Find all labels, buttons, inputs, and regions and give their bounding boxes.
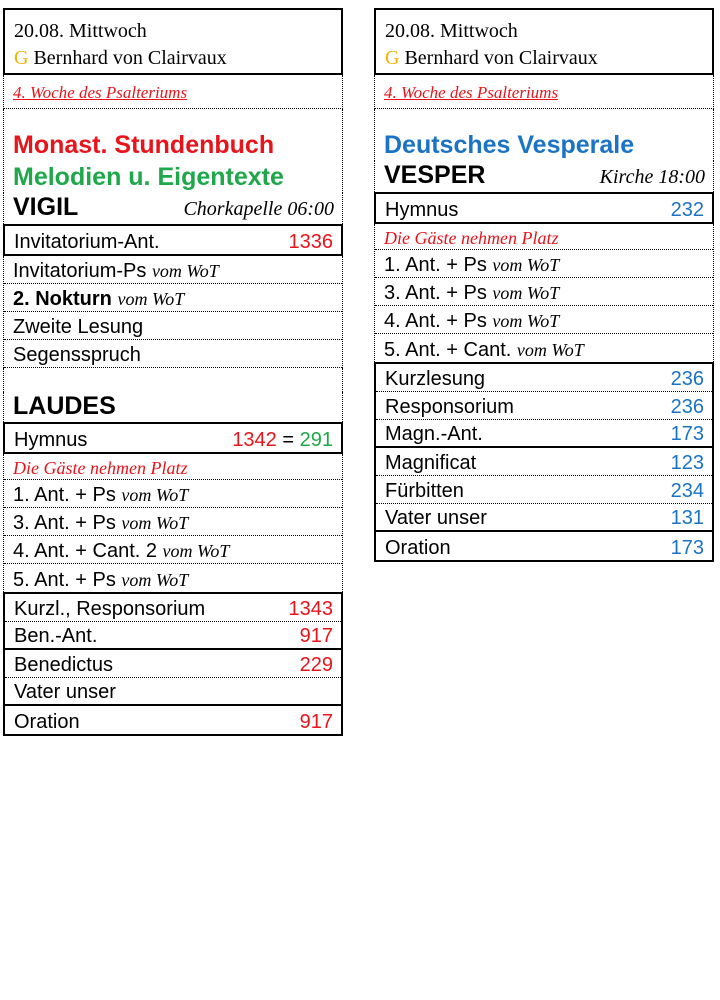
list-item: Oration 173 <box>385 537 704 559</box>
list-item: Hymnus 232 <box>385 199 704 221</box>
book-title: Monast. Stundenbuch <box>13 131 275 159</box>
list-item: Oration 917 <box>14 711 333 733</box>
list-item: Magnificat 123 <box>376 448 712 476</box>
hour-name: LAUDES <box>13 392 116 420</box>
list-item: Zweite Lesung <box>4 312 342 340</box>
vesper-rest-block <box>374 362 714 562</box>
list-item: 5. Ant. + Ps vom WoT <box>13 569 189 591</box>
list-item: 4. Ant. + Cant. 2 vom WoT <box>4 536 342 564</box>
saint-name: Bernhard von Clairvaux <box>404 47 598 69</box>
list-item: Magn.-Ant. 173 <box>376 420 712 448</box>
saint-name: Bernhard von Clairvaux <box>33 47 227 69</box>
psalter-week: 4. Woche des Psalteriums <box>3 75 343 109</box>
list-item: Invitatorium-Ant. 1336 <box>14 231 333 253</box>
laudes-rest-block <box>3 592 343 736</box>
list-item: Ben.-Ant. 917 <box>5 622 341 650</box>
list-item: Kurzlesung 236 <box>376 364 712 392</box>
day-header <box>3 8 343 75</box>
laudes-heading <box>3 392 343 422</box>
book-subtitle: Melodien u. Eigentexte <box>13 163 284 191</box>
hour-name: VESPER <box>384 161 486 189</box>
list-item: Fürbitten 234 <box>376 476 712 504</box>
book-titles <box>3 109 343 193</box>
date-label: 20.08. Mittwoch <box>385 20 518 42</box>
hour-place: Kirche 18:00 <box>599 166 705 188</box>
list-item: 4. Ant. + Ps vom WoT <box>375 306 713 334</box>
laudes-hymnus-block <box>3 422 343 454</box>
rank-letter: G <box>385 47 400 69</box>
book-title: Deutsches Vesperale <box>384 131 635 159</box>
list-item: Benedictus 229 <box>5 650 341 678</box>
list-item: 2. Nokturn vom WoT <box>4 284 342 312</box>
psalter-week: 4. Woche des Psalteriums <box>374 75 714 109</box>
rank-letter: G <box>14 47 29 69</box>
left-column <box>3 8 343 736</box>
list-item: Kurzl., Responsorium 1343 <box>5 594 341 622</box>
day-header <box>374 8 714 75</box>
vesper-hymnus-block <box>374 192 714 224</box>
list-item: Hymnus 1342 = 291 <box>14 429 333 451</box>
book-titles <box>374 109 714 161</box>
vigil-block-1 <box>3 224 343 256</box>
list-item: Vater unser 131 <box>376 504 712 532</box>
list-item: 5. Ant. + Cant. vom WoT <box>384 339 584 361</box>
list-item: 3. Ant. + Ps vom WoT <box>375 278 713 306</box>
note: Die Gäste nehmen Platz <box>375 224 713 250</box>
hour-name: VIGIL <box>13 193 79 221</box>
list-item: 3. Ant. + Ps vom WoT <box>4 508 342 536</box>
list-item: Responsorium 236 <box>376 392 712 420</box>
list-item: Invitatorium-Ps vom WoT <box>4 256 342 284</box>
vesper-heading <box>374 161 714 192</box>
note: Die Gäste nehmen Platz <box>4 454 342 480</box>
vesper-psalm-block <box>374 224 714 362</box>
list-item: 1. Ant. + Ps vom WoT <box>4 480 342 508</box>
right-column <box>374 8 714 562</box>
date-label: 20.08. Mittwoch <box>14 20 147 42</box>
hour-place: Chorkapelle 06:00 <box>183 198 334 220</box>
list-item: Segensspruch <box>4 340 342 368</box>
vigil-heading <box>3 193 343 224</box>
vigil-block-2 <box>3 256 343 368</box>
laudes-psalm-block <box>3 454 343 592</box>
list-item: 1. Ant. + Ps vom WoT <box>375 250 713 278</box>
list-item: Vater unser <box>5 678 341 706</box>
